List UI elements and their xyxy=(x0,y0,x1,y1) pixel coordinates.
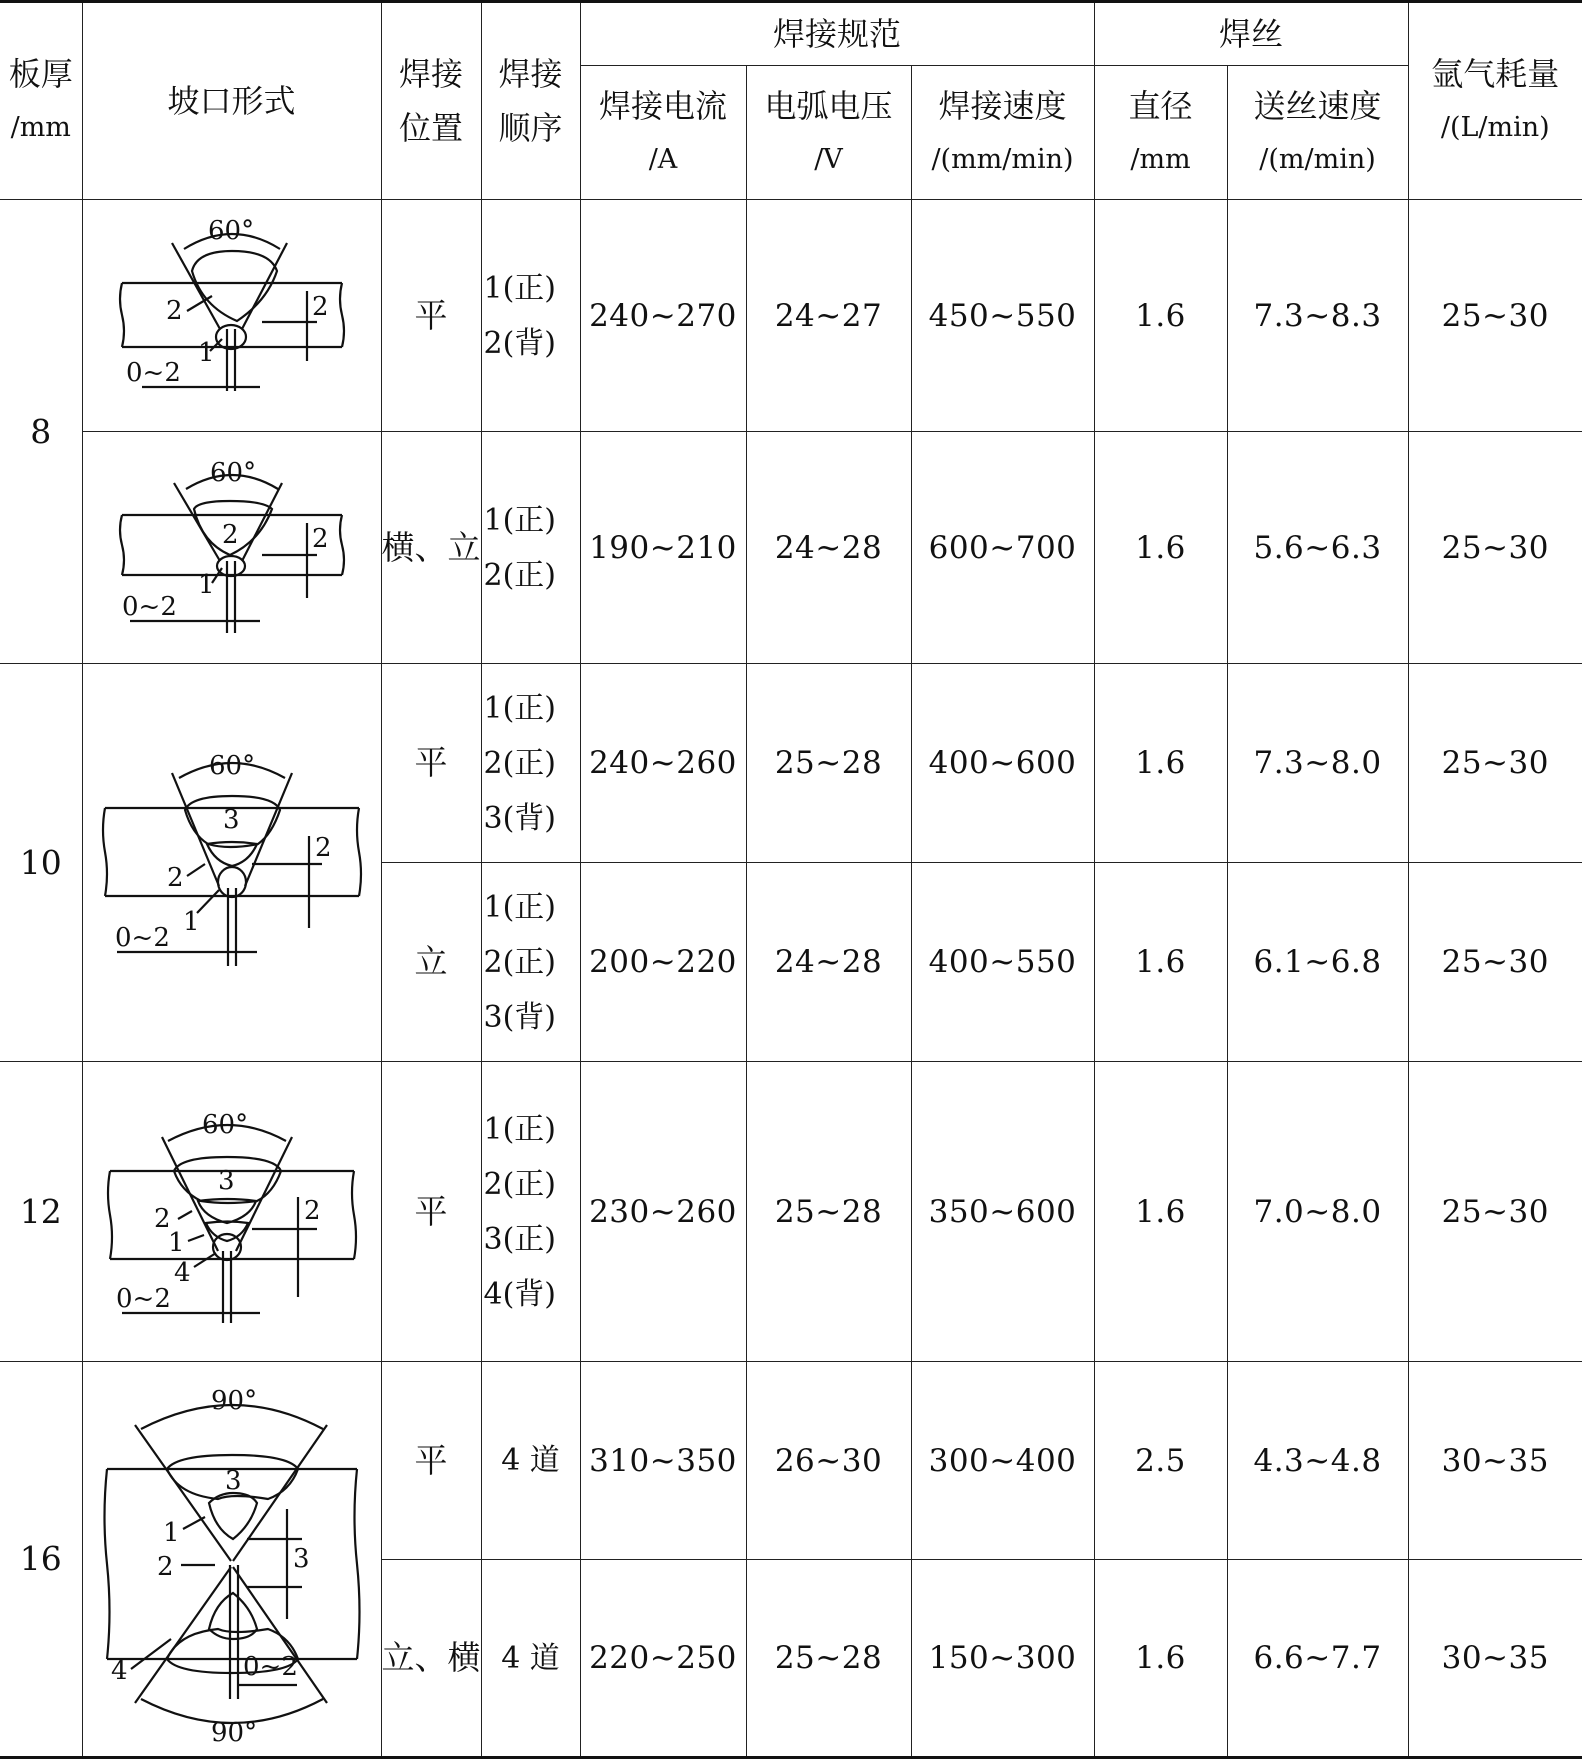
groove-figure-cell xyxy=(82,1362,381,1758)
figure-angle-bottom-label: 90° xyxy=(210,1718,257,1748)
groove-figure-cell xyxy=(82,1062,381,1362)
figure-angle-label: 60° xyxy=(201,1109,248,1140)
thickness-cell: 16 xyxy=(0,1362,82,1758)
voltage-cell: 25~28 xyxy=(746,1560,911,1758)
groove-diagram xyxy=(97,738,367,988)
speed-cell: 450~550 xyxy=(911,200,1094,432)
sequence-cell: 4 道 xyxy=(481,1560,580,1758)
sequence-cell: 1(正) 2(正) 3(正) 4(背) xyxy=(481,1062,580,1362)
header-row-1 xyxy=(0,2,1582,66)
figure-bead-label: 1 xyxy=(162,1518,180,1548)
figure-bead-label: 3 xyxy=(222,804,240,835)
figure-bead-label: 2 xyxy=(166,862,184,893)
current-cell: 240~260 xyxy=(580,664,746,863)
voltage-cell: 25~28 xyxy=(746,1062,911,1362)
figure-bead-label: 3 xyxy=(217,1165,235,1196)
spec-group-header: 焊接规范 xyxy=(580,2,1094,66)
argon-cell: 25~30 xyxy=(1408,432,1582,664)
groove-figure-cell xyxy=(82,200,381,432)
figure-angle-label: 60° xyxy=(207,215,254,246)
position-cell: 平 xyxy=(381,664,481,863)
figure-bead-label: 4 xyxy=(173,1257,191,1288)
figure-bead-label: 2 xyxy=(221,519,239,550)
figure-dim-label: 2 xyxy=(303,1195,321,1226)
groove-diagram xyxy=(97,1369,367,1749)
feed-cell: 7.0~8.0 xyxy=(1227,1062,1408,1362)
diameter-cell: 1.6 xyxy=(1094,664,1227,863)
groove-diagram xyxy=(112,443,352,653)
argon-cell: 25~30 xyxy=(1408,1062,1582,1362)
wire-group-header: 焊丝 xyxy=(1094,2,1408,66)
voltage-cell: 25~28 xyxy=(746,664,911,863)
figure-gap-label: 0~2 xyxy=(121,591,177,622)
voltage-header: 电弧电压 /V xyxy=(746,66,911,200)
voltage-cell: 26~30 xyxy=(746,1362,911,1560)
position-cell: 平 xyxy=(381,1362,481,1560)
figure-bead-label: 2 xyxy=(165,295,183,326)
speed-cell: 300~400 xyxy=(911,1362,1094,1560)
argon-cell: 30~35 xyxy=(1408,1362,1582,1560)
figure-gap-label: 0~2 xyxy=(125,357,181,388)
thickness-cell: 8 xyxy=(0,200,82,664)
diameter-cell: 1.6 xyxy=(1094,200,1227,432)
speed-cell: 400~550 xyxy=(911,863,1094,1062)
feed-cell: 7.3~8.3 xyxy=(1227,200,1408,432)
diameter-cell: 1.6 xyxy=(1094,1062,1227,1362)
feed-cell: 5.6~6.3 xyxy=(1227,432,1408,664)
sequence-cell: 1(正) 2(正) 3(背) xyxy=(481,863,580,1062)
thickness-cell: 10 xyxy=(0,664,82,1062)
groove-diagram xyxy=(102,1087,362,1337)
sequence-cell: 1(正) 2(正) xyxy=(481,432,580,664)
current-header: 焊接电流 /A xyxy=(580,66,746,200)
current-cell: 220~250 xyxy=(580,1560,746,1758)
figure-bead-label: 1 xyxy=(197,569,215,600)
table-row xyxy=(0,432,1582,664)
figure-bead-label: 3 xyxy=(224,1466,242,1496)
figure-bead-label: 2 xyxy=(153,1203,171,1234)
speed-cell: 600~700 xyxy=(911,432,1094,664)
feed-header: 送丝速度 /(m/min) xyxy=(1227,66,1408,200)
figure-gap-label: 0~2 xyxy=(242,1652,298,1682)
position-cell: 横、立 xyxy=(381,432,481,664)
sequence-cell: 4 道 xyxy=(481,1362,580,1560)
speed-header: 焊接速度 /(mm/min) xyxy=(911,66,1094,200)
figure-dim-label: 3 xyxy=(292,1544,310,1574)
sequence-cell: 1(正) 2(正) 3(背) xyxy=(481,664,580,863)
speed-cell: 350~600 xyxy=(911,1062,1094,1362)
figure-bead-label: 4 xyxy=(110,1656,128,1686)
thickness-header: 板厚 /mm xyxy=(0,2,82,200)
current-cell: 310~350 xyxy=(580,1362,746,1560)
position-header: 焊接 位置 xyxy=(381,2,481,200)
figure-angle-label: 90° xyxy=(210,1386,257,1416)
current-cell: 230~260 xyxy=(580,1062,746,1362)
groove-figure-cell xyxy=(82,664,381,1062)
voltage-cell: 24~28 xyxy=(746,432,911,664)
figure-bead-label: 1 xyxy=(167,1227,185,1258)
sequence-header: 焊接 顺序 xyxy=(481,2,580,200)
position-cell: 立、横 xyxy=(381,1560,481,1758)
table-row xyxy=(0,1362,1582,1560)
sequence-cell: 1(正) 2(背) xyxy=(481,200,580,432)
figure-dim-label: 2 xyxy=(311,523,329,554)
argon-cell: 25~30 xyxy=(1408,200,1582,432)
current-cell: 240~270 xyxy=(580,200,746,432)
figure-bead-label: 1 xyxy=(182,906,200,937)
figure-bead-label: 1 xyxy=(197,337,215,368)
diameter-cell: 1.6 xyxy=(1094,1560,1227,1758)
argon-header: 氩气耗量 /(L/min) xyxy=(1408,2,1582,200)
feed-cell: 7.3~8.0 xyxy=(1227,664,1408,863)
feed-cell: 6.6~7.7 xyxy=(1227,1560,1408,1758)
voltage-cell: 24~28 xyxy=(746,863,911,1062)
figure-dim-label: 2 xyxy=(314,832,332,863)
feed-cell: 4.3~4.8 xyxy=(1227,1362,1408,1560)
voltage-cell: 24~27 xyxy=(746,200,911,432)
position-cell: 平 xyxy=(381,1062,481,1362)
position-cell: 平 xyxy=(381,200,481,432)
speed-cell: 150~300 xyxy=(911,1560,1094,1758)
speed-cell: 400~600 xyxy=(911,664,1094,863)
argon-cell: 25~30 xyxy=(1408,664,1582,863)
diameter-cell: 1.6 xyxy=(1094,432,1227,664)
figure-angle-label: 60° xyxy=(209,457,256,488)
argon-cell: 25~30 xyxy=(1408,863,1582,1062)
current-cell: 190~210 xyxy=(580,432,746,664)
groove-figure-cell xyxy=(82,432,381,664)
argon-cell: 30~35 xyxy=(1408,1560,1582,1758)
position-cell: 立 xyxy=(381,863,481,1062)
table-row xyxy=(0,1062,1582,1362)
figure-angle-label: 60° xyxy=(208,750,255,781)
diameter-cell: 2.5 xyxy=(1094,1362,1227,1560)
table-row xyxy=(0,664,1582,863)
table-row xyxy=(0,200,1582,432)
current-cell: 200~220 xyxy=(580,863,746,1062)
groove-header: 坡口形式 xyxy=(82,2,381,200)
thickness-cell: 12 xyxy=(0,1062,82,1362)
figure-dim-label: 2 xyxy=(311,291,329,322)
feed-cell: 6.1~6.8 xyxy=(1227,863,1408,1062)
diameter-cell: 1.6 xyxy=(1094,863,1227,1062)
groove-diagram xyxy=(112,211,352,421)
figure-gap-label: 0~2 xyxy=(115,1283,171,1314)
figure-gap-label: 0~2 xyxy=(114,922,170,953)
diameter-header: 直径 /mm xyxy=(1094,66,1227,200)
figure-bead-label: 2 xyxy=(156,1552,174,1582)
